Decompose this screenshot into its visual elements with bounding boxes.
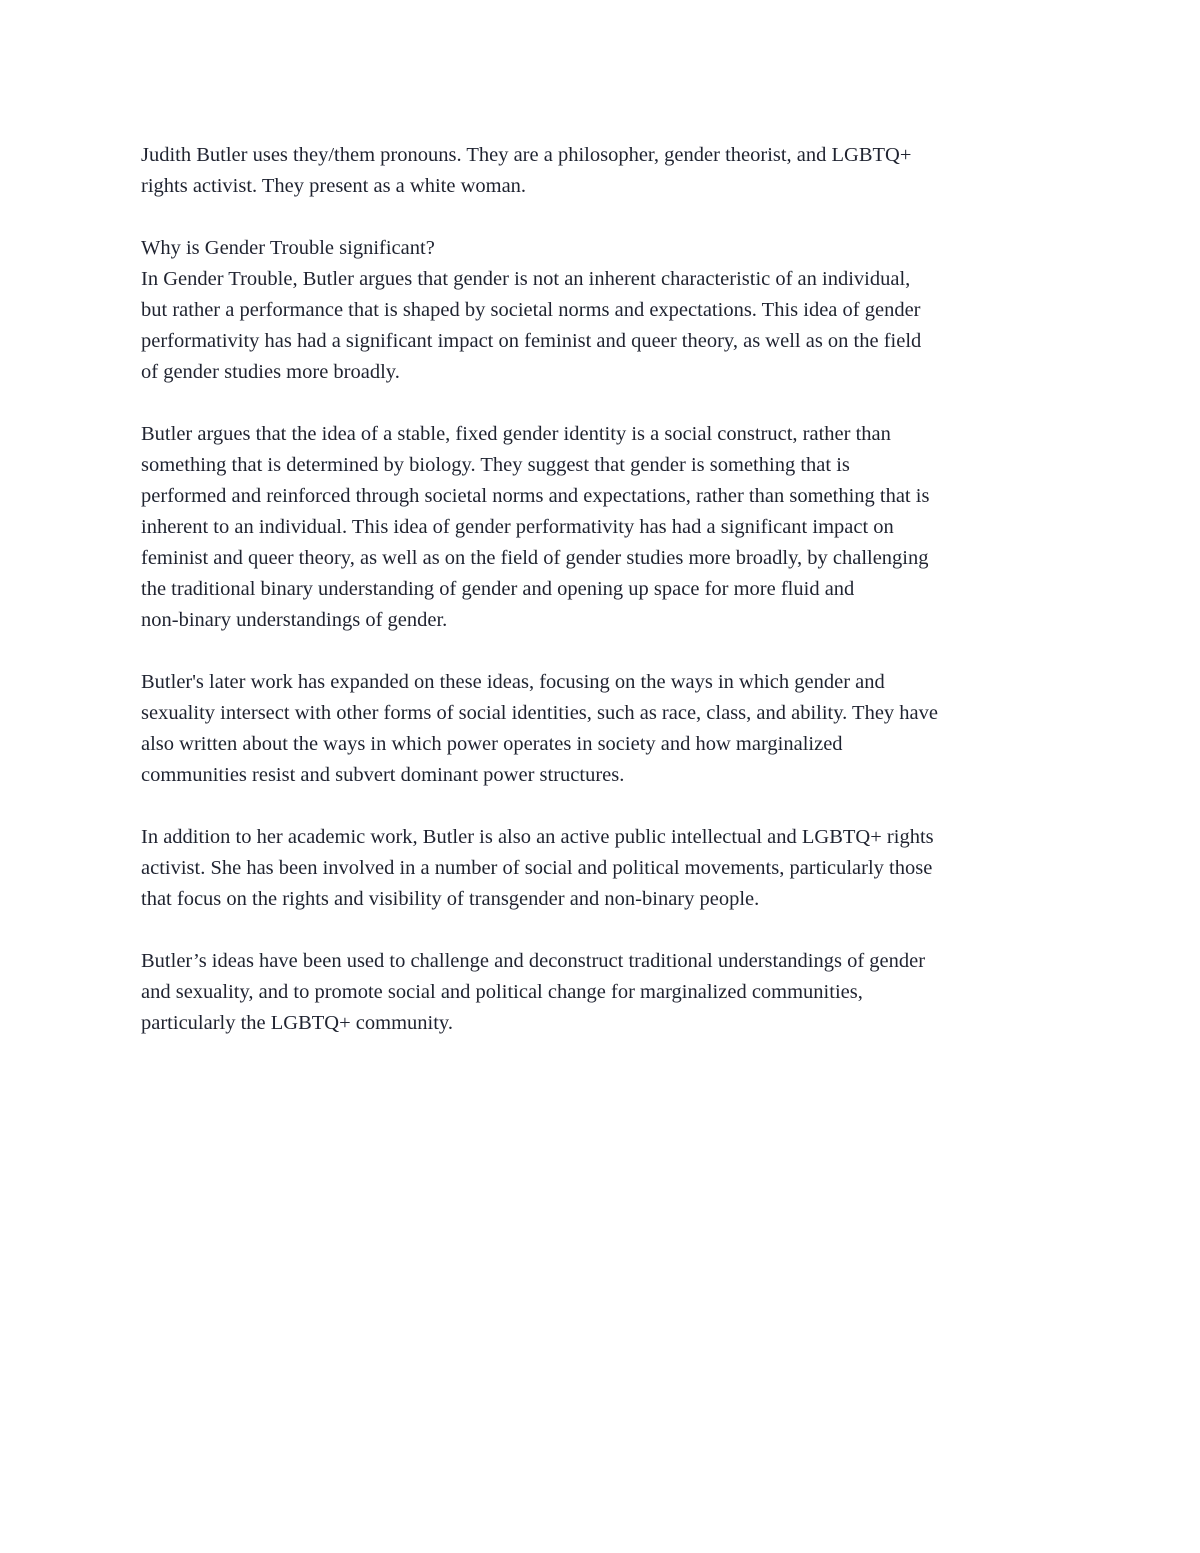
text-line: inherent to an individual. This idea of gender performativity has had a significant impact on xyxy=(141,516,894,538)
text-line: performed and reinforced through societal norms and expectations, rather than something that is xyxy=(141,485,930,507)
paragraph-activism xyxy=(141,822,1071,915)
text-line: feminist and queer theory, as well as on the field of gender studies more broadly, by challenging xyxy=(141,547,929,569)
section-question xyxy=(141,233,1071,264)
text-line: that focus on the rights and visibility of transgender and non-binary people. xyxy=(141,888,760,910)
paragraph-later-work xyxy=(141,667,1071,791)
text-line: activist. She has been involved in a number of social and political movements, particularly those xyxy=(141,857,933,879)
text-line: Butler's later work has expanded on these ideas, focusing on the ways in which gender and xyxy=(141,671,885,693)
text-line: particularly the LGBTQ+ community. xyxy=(141,1012,453,1034)
text-line: but rather a performance that is shaped by societal norms and expectations. This idea of gender xyxy=(141,299,921,321)
paragraph-impact xyxy=(141,946,1071,1039)
text-line: communities resist and subvert dominant power structures. xyxy=(141,764,625,786)
text-line: also written about the ways in which power operates in society and how marginalized xyxy=(141,733,843,755)
text-line: rights activist. They present as a white woman. xyxy=(141,175,527,197)
text-line: In addition to her academic work, Butler is also an active public intellectual and LGBTQ+ rights xyxy=(141,826,934,848)
text-line: In Gender Trouble, Butler argues that gender is not an inherent characteristic of an individual, xyxy=(141,268,911,290)
text-line: Why is Gender Trouble significant? xyxy=(141,237,435,259)
text-line: Butler argues that the idea of a stable, fixed gender identity is a social construct, rather than xyxy=(141,423,891,445)
text-line: sexuality intersect with other forms of social identities, such as race, class, and ability. They have xyxy=(141,702,938,724)
text-line: performativity has had a significant impact on feminist and queer theory, as well as on the field xyxy=(141,330,922,352)
text-line: of gender studies more broadly. xyxy=(141,361,400,383)
text-line: Butler’s ideas have been used to challenge and deconstruct traditional understandings of gender xyxy=(141,950,926,972)
text-line: something that is determined by biology. They suggest that gender is something that is xyxy=(141,454,850,476)
document-page xyxy=(141,140,1071,1070)
paragraph-social-construct xyxy=(141,419,1071,636)
text-line: and sexuality, and to promote social and political change for marginalized communities, xyxy=(141,981,863,1003)
paragraph-intro xyxy=(141,140,1071,202)
text-line: non-binary understandings of gender. xyxy=(141,609,448,631)
paragraph-gender-trouble xyxy=(141,264,1071,388)
text-line: the traditional binary understanding of gender and opening up space for more fluid and xyxy=(141,578,855,600)
text-line: Judith Butler uses they/them pronouns. They are a philosopher, gender theorist, and LGBTQ+ xyxy=(141,144,912,166)
